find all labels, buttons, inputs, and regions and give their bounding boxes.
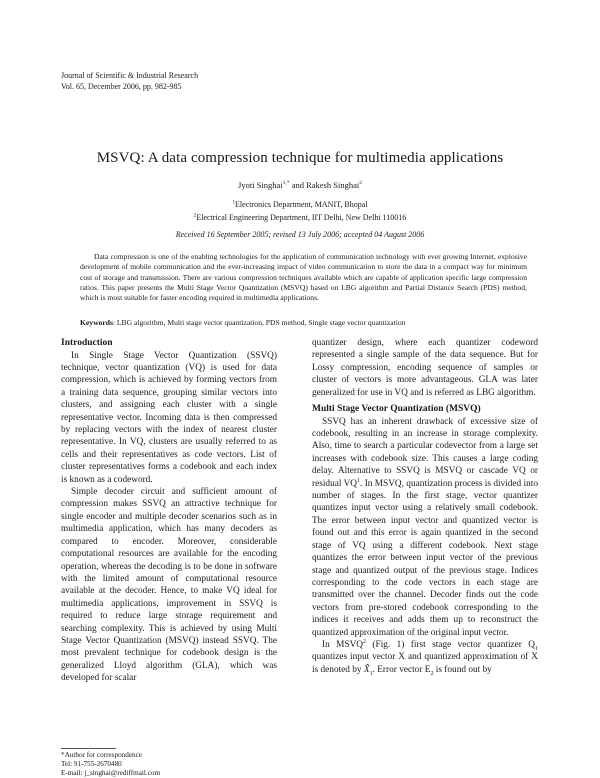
paper-title: MSVQ: A data compression technique for multimedia applications [96, 150, 504, 166]
journal-citation [61, 70, 198, 92]
abstract: Data compression is one of the enabling technologies for the application of communication technology with ever growing Internet, explosive development of mobile communication and the ever-increasing impact of video communication to store the data in a compact way for minimum cost of storage and transmission. There are various compression techniques available which are capable of application specific large compression ratios. This paper presents the Multi Stage Vector Quantization (MSVQ) based on LBG algorithm and Partial Distance Search (PDS) method, which is most suitable for faster encoding required in multimedia applications. [80, 252, 527, 303]
msvq-paragraph-2-part-d: . Error vector E [372, 664, 431, 675]
author-1-marker: 1,* [282, 180, 290, 187]
author-conjunction: and [289, 180, 307, 190]
intro-paragraph-1: In Single Stage Vector Quantization (SSVQ) technique, vector quantization (VQ) is used for data compression, which is achieved by forming vectors from a training data sequence, grouping similar vectors into clusters, and assigning each cluster with a single representative vector. Incoming data is then compressed by replacing vectors with the index of nearest cluster representative. In VQ, clusters are usually referred to as cells and their representatives as code vectors. List of cluster representatives forms a codebook and each index is known as a codeword. [61, 350, 277, 485]
affiliation-1-marker: 1 [232, 199, 236, 206]
affiliation-1 [0, 199, 600, 210]
introduction-heading: Introduction [61, 338, 113, 348]
footnote-email: E-mail: j_singhai@rediffmail.com [61, 769, 161, 777]
affiliation-2-text: Electrical Engineering Department, IIT Delhi, New Delhi 110016 [196, 213, 407, 222]
x-hat-symbol: X̂ [363, 664, 370, 675]
keywords [80, 318, 527, 328]
msvq-paragraph-1 [312, 416, 538, 639]
affiliation-2 [0, 212, 600, 223]
author-2-marker: 2 [359, 180, 362, 187]
reference-1-marker: 1 [357, 477, 361, 484]
journal-volume: Vol. 65, December 2006, pp. 982-985 [61, 82, 182, 91]
left-column [61, 337, 277, 685]
msvq-paragraph-1-end: . In MSVQ, quantization process is divided into number of stages. In the first stage, vector quantizer quantizes input vector using a relatively small codebook. The error between input vector and quantized vector is found out and this error is again quantized in the second stage of VQ using a different codebook. Next stage quantizes the error between input vector of the previous stage and quantized output of the previous stage. Indices corresponding to the code vectors in each stage are transmitted over the channel. Decoder finds out the code vectors from pre-stored codebook corresponding to the indices it receives and adds them up to reconstruct the quantized approximation of the original input vector. [312, 478, 538, 638]
author-1: Jyoti Singhai [238, 180, 283, 190]
footnote-telephone: Tel: 91-755-2670480 [61, 760, 122, 768]
e2-subscript: 2 [430, 670, 434, 677]
footnote-correspondence: *Author for correspondence [61, 751, 143, 759]
keywords-text: : LBG algorithm, Multi stage vector quantization, PDS method, Single stage vector quantization [112, 318, 406, 327]
q1-subscript: 1 [534, 645, 538, 652]
intro-paragraph-2: Simple decoder circuit and sufficient amount of compression makes SSVQ an attractive technique for single encoder and multiple decoder scenarios such as in multimedia application, which has many decoders as compared to encoder. Moreover, considerable computational resources are available for the encoding operation, whereas the decoding is to be done in software with the limited amount of computational resource available at the decoder. Hence, to make VQ ideal for multimedia applications, improvement in SSVQ is required to reduce large storage requirement and searching complexity. This is achieved by using Multi Stage Vector Quantization (MSVQ) instead SSVQ. The most prevalent technique for codebook design is the generalized Lloyd algorithm (GLA), which was developed for scalar [61, 487, 277, 684]
journal-name: Journal of Scientific & Industrial Research [61, 71, 199, 80]
msvq-paragraph-1-start: SSVQ has an inherent drawback of excessive size of codebook, resulting in an increase in storage complexity. Also, time to search a particular codevector from a large set increases with codebook size. This causes a large coding delay. Alternative to SSVQ is MSVQ or cascade VQ or residual VQ [312, 416, 538, 489]
affiliation-1-text: Electronics Department, MANIT, Bhopal [235, 200, 368, 209]
reference-2-marker: 2 [363, 638, 367, 645]
msvq-heading: Multi Stage Vector Quantization (MSVQ) [312, 404, 481, 415]
footnote [61, 751, 160, 778]
right-column [312, 337, 538, 676]
author-2: Rakesh Singhai [306, 180, 360, 190]
msvq-paragraph-2-start: In MSVQ [322, 639, 364, 650]
msvq-paragraph-2 [312, 639, 538, 676]
affiliation-2-marker: 2 [193, 212, 197, 219]
msvq-paragraph-2-part-c: quantizes input vector X and quantized approximation of X is denoted by [312, 652, 538, 675]
author-line [0, 180, 600, 190]
msvq-paragraph-2-part-e: is found out by [433, 664, 492, 675]
keywords-label: Keywords [80, 318, 113, 327]
footnote-divider [61, 748, 116, 749]
x-hat-subscript: 1 [369, 670, 373, 677]
intro-paragraph-continued: quantizer design, where each quantizer codeword represented a single sample of the data sequence. But for Lossy compression, encoding sequence of samples or cluster of vectors is more advantageous. GLA was later generalized for use in VQ and is referred as LBG algorithm. [312, 338, 538, 398]
received-dates: Received 16 September 2005; revised 13 July 2006; accepted 04 August 2006 [175, 230, 425, 239]
msvq-paragraph-2-part-b: (Fig. 1) first stage vector quantizer Q [366, 639, 535, 650]
